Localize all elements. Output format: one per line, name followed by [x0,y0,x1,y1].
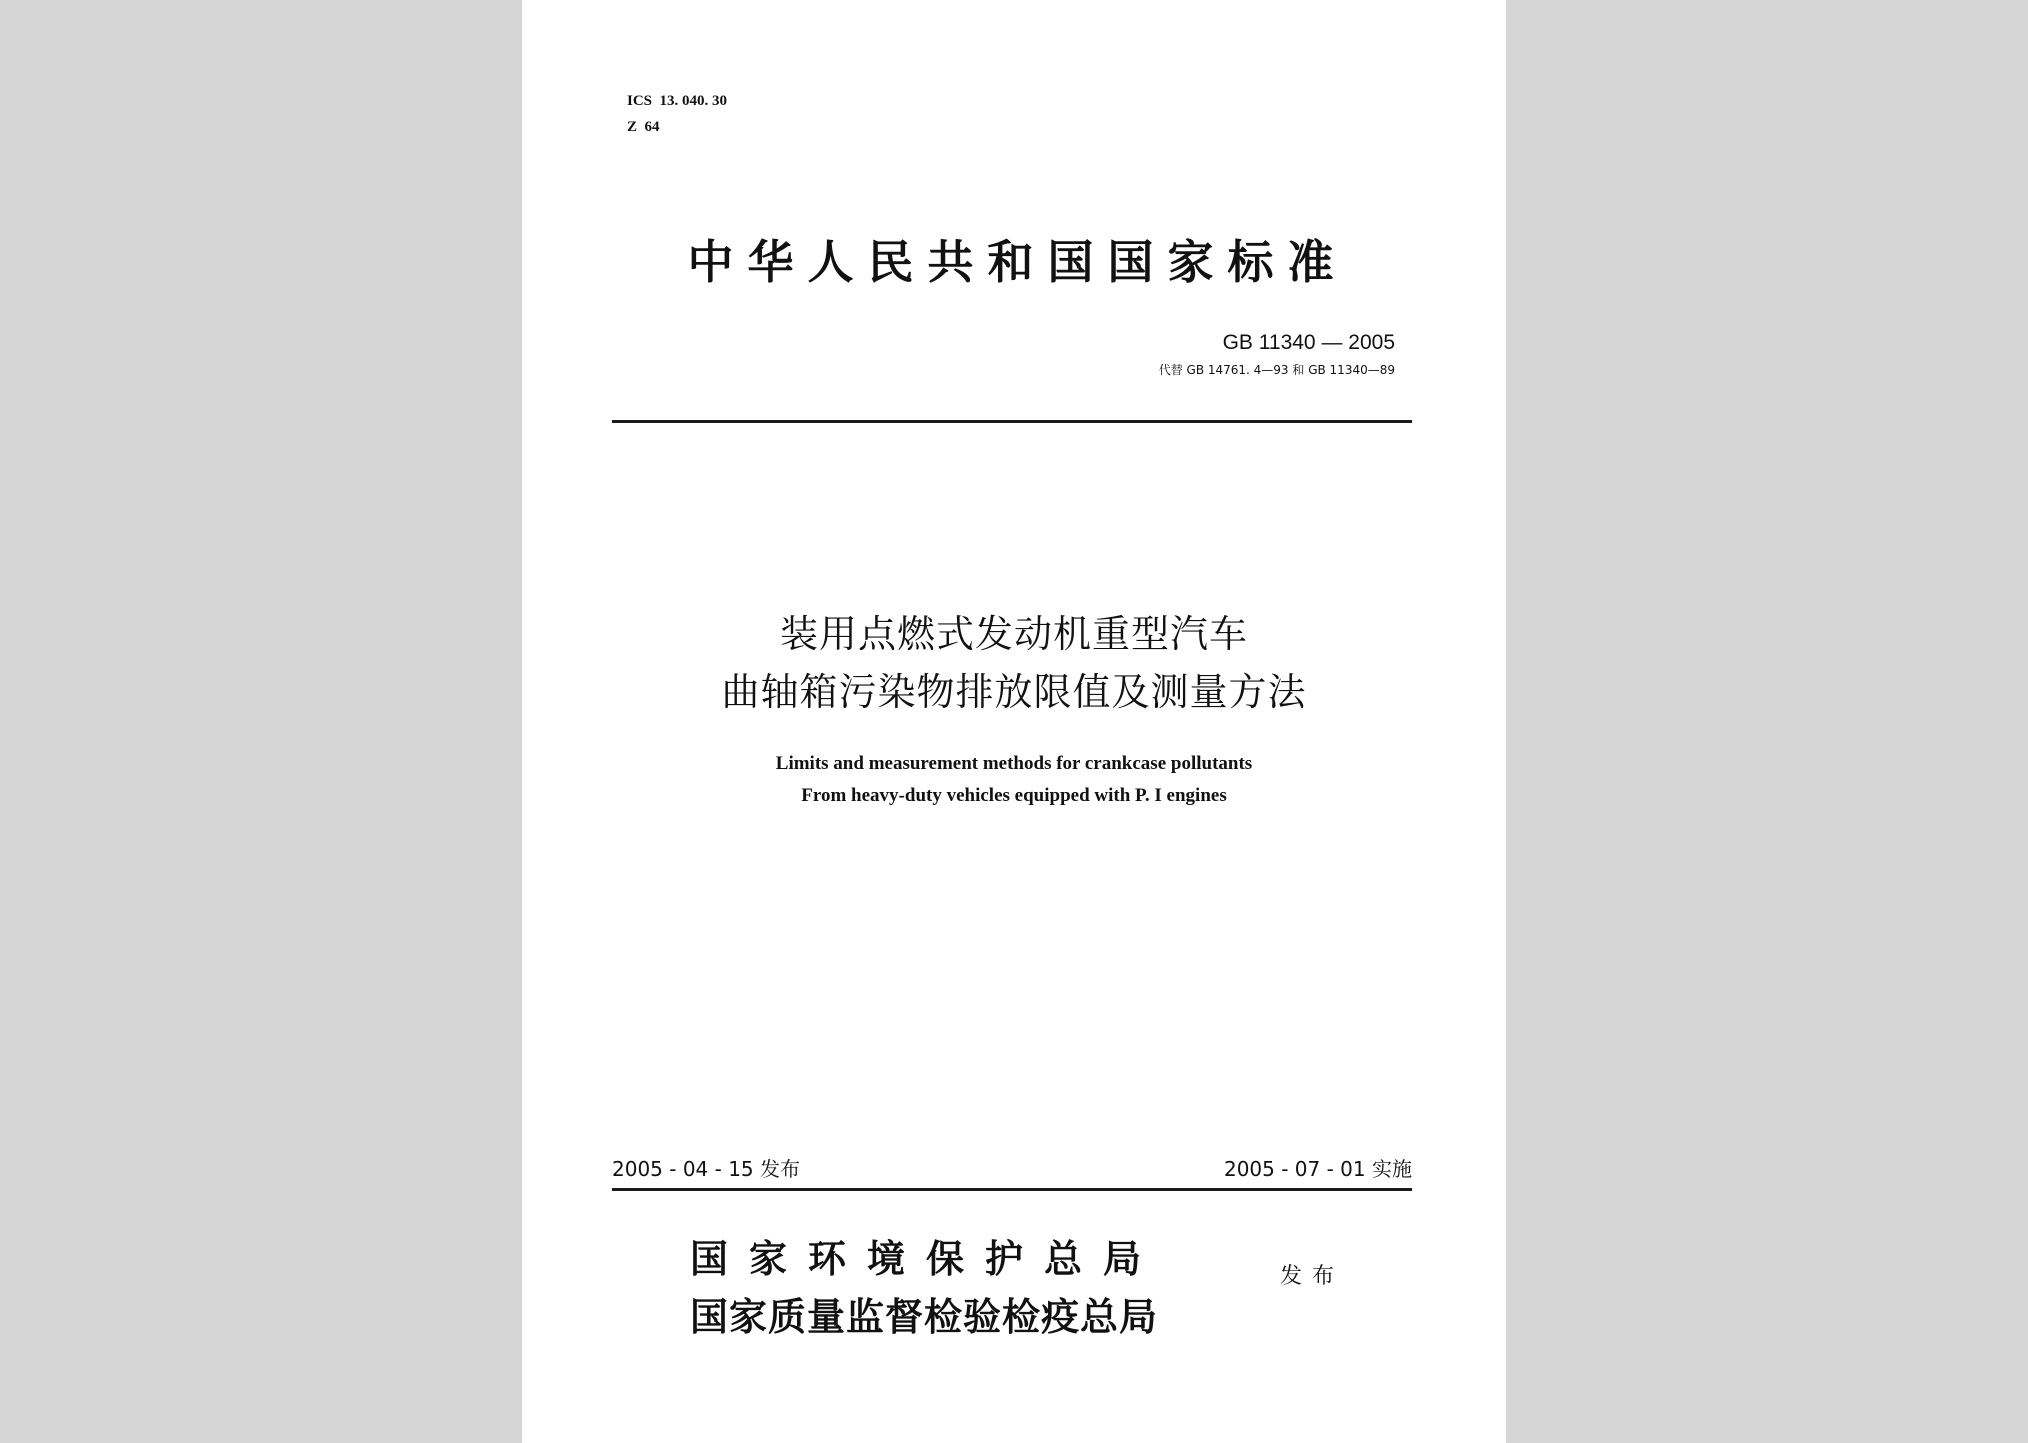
standard-number: GB 11340 — 2005 [1222,331,1395,354]
english-title [522,748,1506,812]
chinese-title-line-2: 曲轴箱污染物排放限值及测量方法 [721,670,1307,714]
english-title-line-2: From heavy-duty vehicles equipped with P. I engines [801,785,1227,806]
implementation-date: 2005 - 07 - 01 实施 [1223,1157,1412,1181]
replaces-standards: 代替 GB 14761. 4—93 和 GB 11340—89 [1158,363,1395,377]
issuing-authorities [690,1230,1250,1346]
classification-codes [627,88,727,140]
english-title-line-1: Limits and measurement methods for crankcase pollutants [775,753,1253,774]
chinese-title [522,605,1506,721]
issuer-sepa: 国家环境保护总局 [690,1236,1163,1281]
ics-code: ICS 13. 040. 30 [627,93,728,109]
issuer-aqsiq: 国家质量监督检验检疫总局 [690,1294,1159,1339]
issue-date: 2005 - 04 - 15 发布 [612,1157,801,1181]
publish-label: 发布 [1280,1264,1345,1289]
top-divider [612,420,1412,423]
document-page [522,0,1506,1443]
chinese-title-line-1: 装用点燃式发动机重型汽车 [779,612,1248,656]
national-standard-title: 中华人民共和国国家标准 [687,235,1348,289]
ccs-code: Z 64 [627,119,660,135]
bottom-divider [612,1188,1412,1191]
